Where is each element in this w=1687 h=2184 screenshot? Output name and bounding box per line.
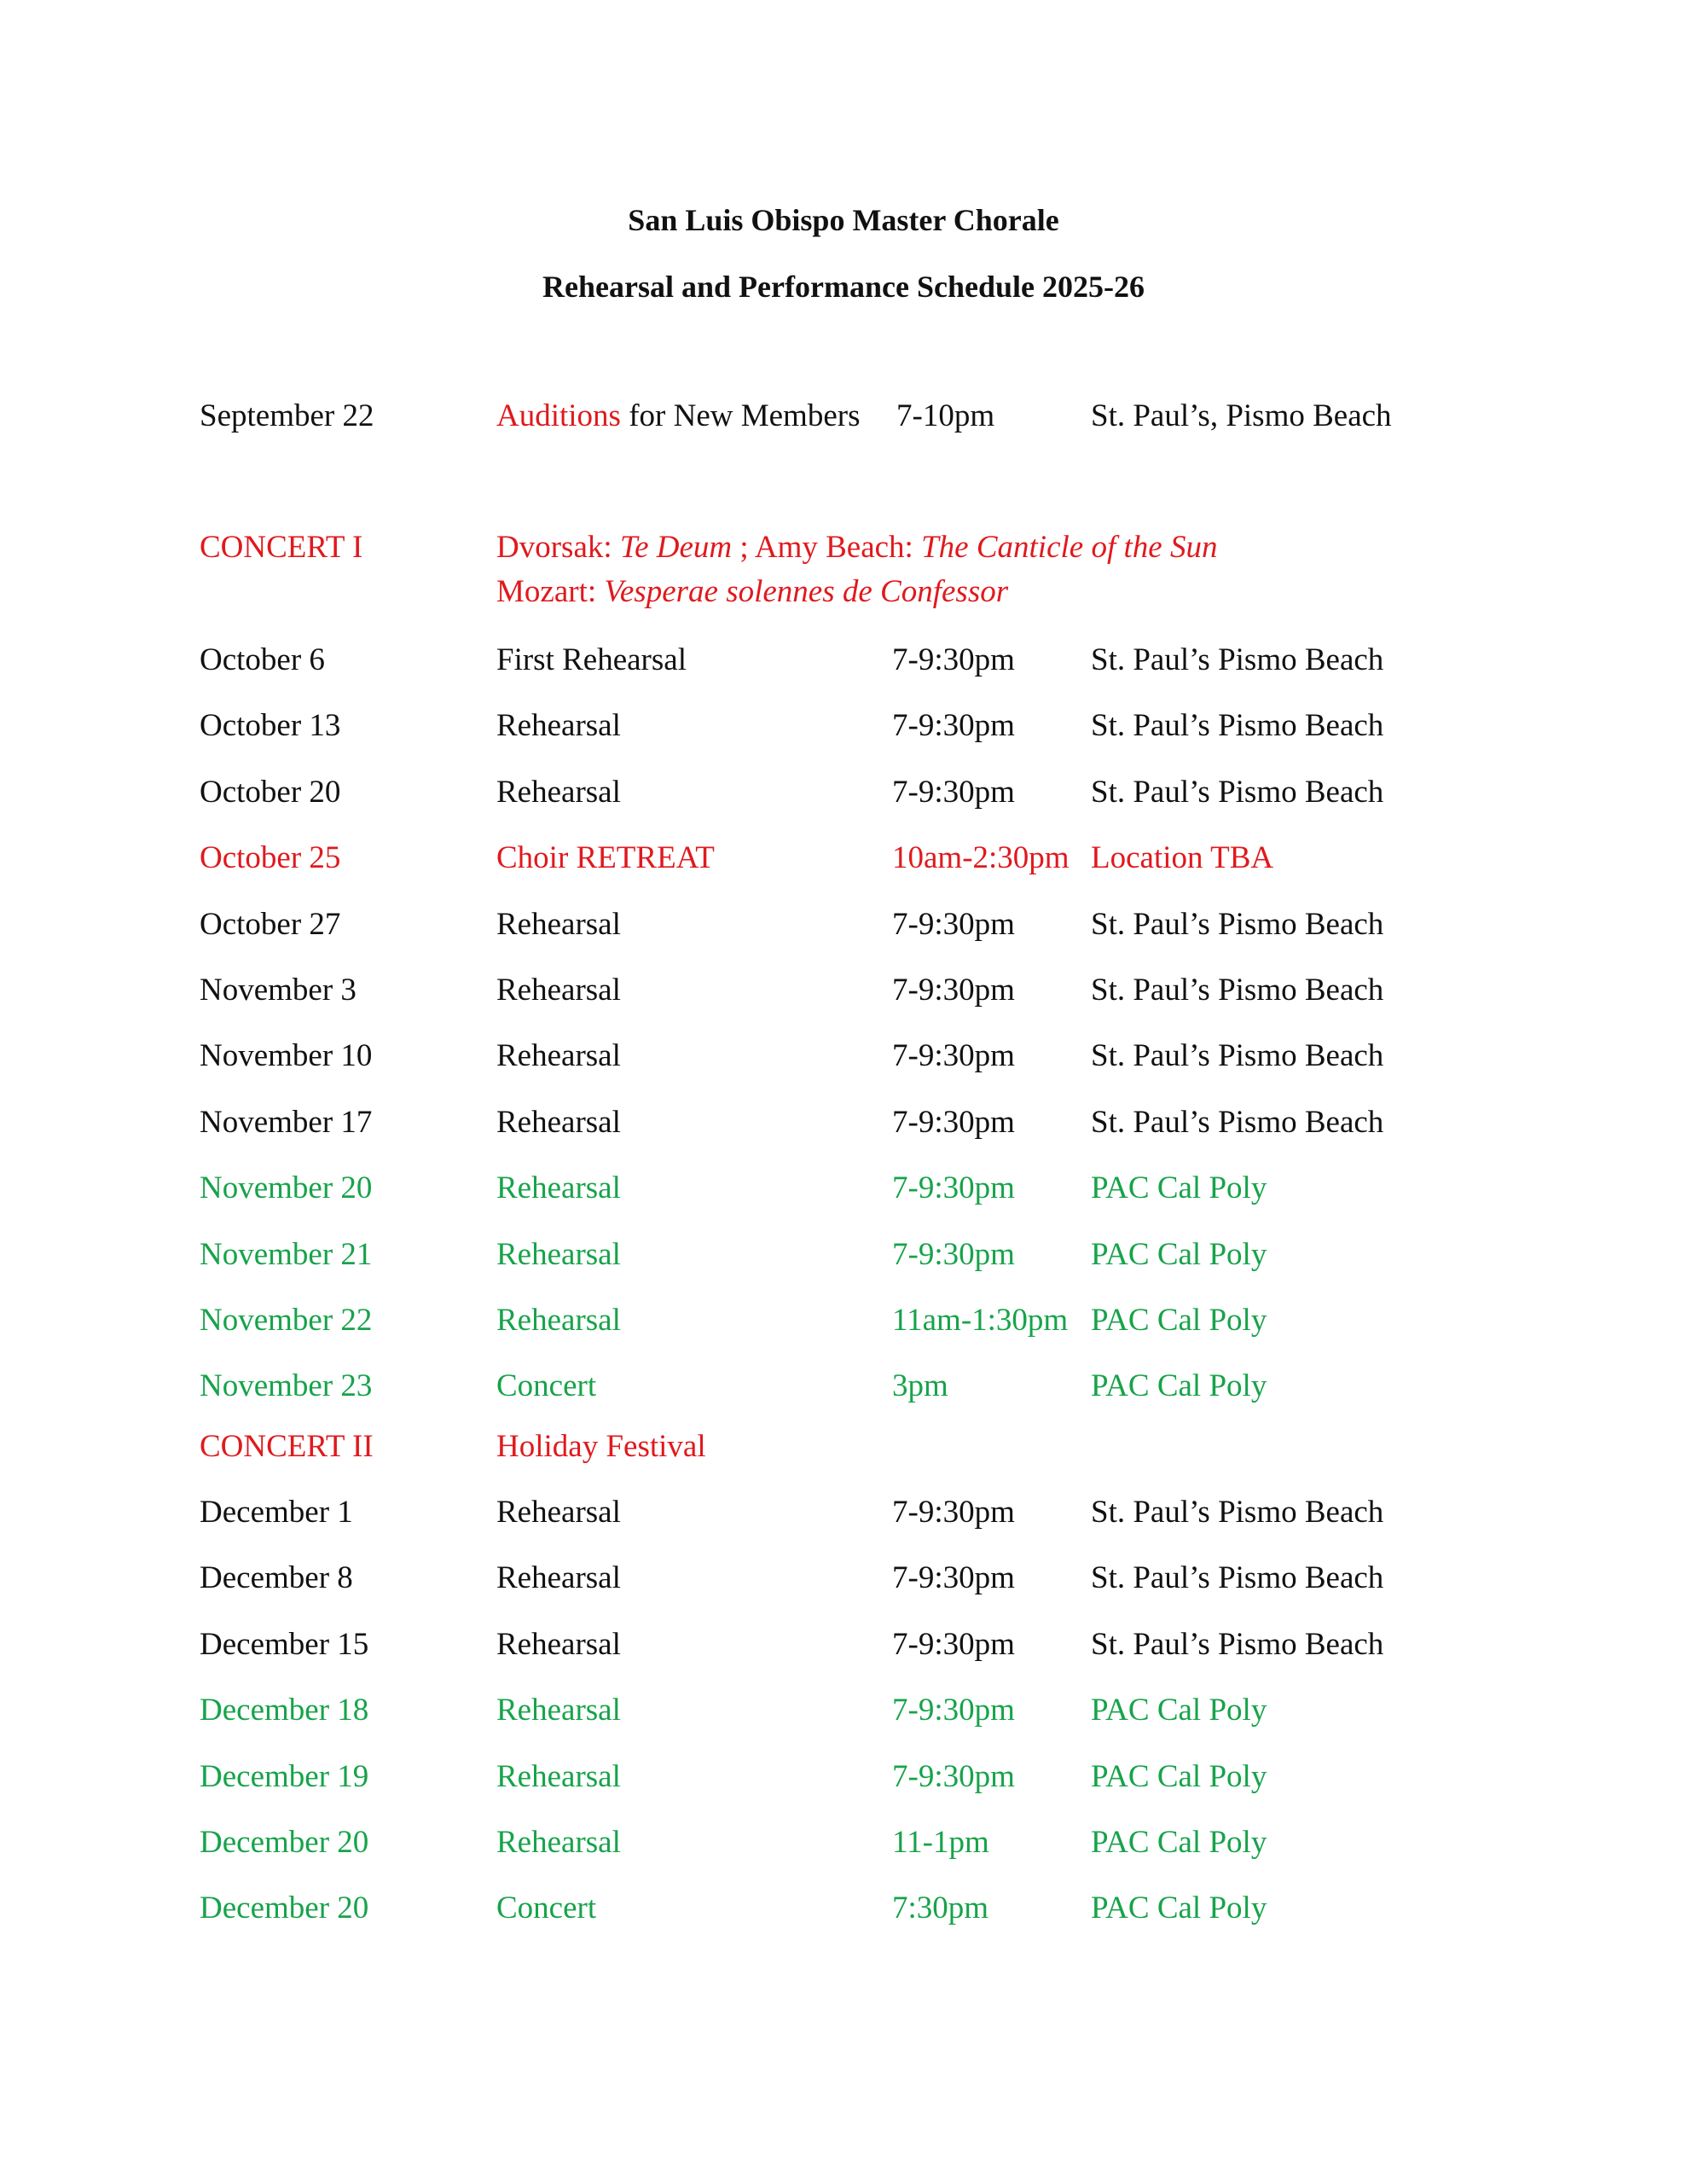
schedule-location: St. Paul’s Pismo Beach [1091, 1495, 1384, 1530]
audition-location: St. Paul’s, Pismo Beach [1091, 398, 1392, 433]
schedule-row [0, 1623, 1687, 1674]
schedule-row [0, 1755, 1687, 1806]
schedule-date: November 20 [200, 1170, 373, 1206]
concert1-label: CONCERT I [200, 530, 363, 565]
schedule-event: Rehearsal [496, 774, 621, 810]
schedule-time: 11-1pm [892, 1825, 989, 1860]
audition-event [496, 394, 860, 439]
schedule-location: St. Paul’s Pismo Beach [1091, 1560, 1384, 1596]
concert2-header [0, 1425, 1687, 1476]
audition-row [0, 394, 1687, 445]
schedule-date: November 10 [200, 1038, 373, 1074]
schedule-date: November 22 [200, 1303, 373, 1338]
schedule-time: 7-9:30pm [892, 774, 1015, 810]
schedule-time: 7-9:30pm [892, 1038, 1015, 1074]
schedule-event: Rehearsal [496, 1626, 621, 1662]
work-canticle: The Canticle of the Sun [921, 530, 1218, 565]
schedule-location: PAC Cal Poly [1091, 1693, 1267, 1728]
schedule-row [0, 770, 1687, 822]
audition-event-highlight: Auditions [496, 398, 621, 433]
schedule-time: 7-9:30pm [892, 906, 1015, 942]
schedule-row [0, 968, 1687, 1019]
schedule-date: November 23 [200, 1368, 373, 1404]
schedule-location: St. Paul’s Pismo Beach [1091, 708, 1384, 744]
schedule-row [0, 1821, 1687, 1872]
schedule-location: St. Paul’s Pismo Beach [1091, 973, 1384, 1008]
schedule-event: Concert [496, 1368, 597, 1404]
schedule-event: Rehearsal [496, 1170, 621, 1206]
schedule-location: St. Paul’s Pismo Beach [1091, 1038, 1384, 1074]
work-te-deum: Te Deum [619, 530, 733, 565]
schedule-event: Rehearsal [496, 1303, 621, 1338]
schedule-time: 3pm [892, 1368, 948, 1404]
schedule-location: PAC Cal Poly [1091, 1236, 1267, 1272]
schedule-row [0, 1101, 1687, 1152]
schedule-time: 7-9:30pm [892, 1560, 1015, 1596]
schedule-date: December 19 [200, 1758, 369, 1794]
schedule-event: Rehearsal [496, 1104, 621, 1140]
audition-date: September 22 [200, 398, 374, 433]
schedule-date: December 18 [200, 1693, 369, 1728]
schedule-location: PAC Cal Poly [1091, 1825, 1267, 1860]
schedule-time: 7-9:30pm [892, 642, 1015, 677]
schedule-event: Rehearsal [496, 1038, 621, 1074]
schedule-date: November 3 [200, 973, 357, 1008]
schedule-location: PAC Cal Poly [1091, 1891, 1267, 1926]
schedule-location: PAC Cal Poly [1091, 1758, 1267, 1794]
concert1-works-line1 [496, 526, 1217, 570]
schedule-time: 10am-2:30pm [892, 840, 1070, 876]
schedule-date: December 20 [200, 1891, 369, 1926]
schedule-event: Choir RETREAT [496, 840, 715, 876]
schedule-time: 7-9:30pm [892, 708, 1015, 744]
schedule-event: Concert [496, 1891, 597, 1926]
schedule-row [0, 1364, 1687, 1415]
schedule-date: October 13 [200, 708, 341, 744]
schedule-row [0, 1490, 1687, 1542]
schedule-time: 7-9:30pm [892, 1170, 1015, 1206]
schedule-date: December 20 [200, 1825, 369, 1860]
schedule-date: November 17 [200, 1104, 373, 1140]
schedule-row [0, 1886, 1687, 1937]
schedule-date: December 15 [200, 1626, 369, 1662]
schedule-time: 7-9:30pm [892, 1495, 1015, 1530]
schedule-time: 7-9:30pm [892, 1758, 1015, 1794]
schedule-time: 7:30pm [892, 1891, 989, 1926]
audition-event-rest: for New Members [620, 398, 861, 433]
concert2-title: Holiday Festival [496, 1429, 706, 1464]
composer-mozart: Mozart: [496, 574, 605, 609]
schedule-event: Rehearsal [496, 1758, 621, 1794]
composer-dvorak: Dvorsak: [496, 530, 620, 565]
schedule-time: 7-9:30pm [892, 1626, 1015, 1662]
schedule-date: December 8 [200, 1560, 353, 1596]
schedule-date: December 1 [200, 1495, 353, 1530]
schedule-row [0, 1298, 1687, 1350]
schedule-row [0, 1034, 1687, 1085]
schedule-location: Location TBA [1091, 840, 1274, 876]
schedule-location: St. Paul’s Pismo Beach [1091, 1626, 1384, 1662]
schedule-row [0, 1556, 1687, 1607]
concert1-works [496, 526, 1217, 614]
schedule-location: St. Paul’s Pismo Beach [1091, 1104, 1384, 1140]
schedule-event: Rehearsal [496, 1825, 621, 1860]
schedule-location: St. Paul’s Pismo Beach [1091, 774, 1384, 810]
schedule-row [0, 836, 1687, 887]
schedule-location: PAC Cal Poly [1091, 1170, 1267, 1206]
schedule-event: Rehearsal [496, 1560, 621, 1596]
schedule-event: Rehearsal [496, 973, 621, 1008]
schedule-date: November 21 [200, 1236, 373, 1272]
page-title: San Luis Obispo Master Chorale [628, 203, 1059, 237]
schedule-row [0, 903, 1687, 954]
schedule-event: Rehearsal [496, 708, 621, 744]
schedule-event: Rehearsal [496, 1693, 621, 1728]
schedule-row [0, 1233, 1687, 1284]
schedule-location: St. Paul’s Pismo Beach [1091, 906, 1384, 942]
schedule-time: 7-9:30pm [892, 973, 1015, 1008]
schedule-date: October 6 [200, 642, 325, 677]
schedule-date: October 20 [200, 774, 341, 810]
schedule-row [0, 1166, 1687, 1217]
schedule-time: 7-9:30pm [892, 1236, 1015, 1272]
schedule-time: 11am-1:30pm [892, 1303, 1069, 1338]
schedule-event: Rehearsal [496, 1495, 621, 1530]
schedule-row [0, 704, 1687, 755]
schedule-event: Rehearsal [496, 1236, 621, 1272]
schedule-event: Rehearsal [496, 906, 621, 942]
schedule-date: October 25 [200, 840, 341, 876]
work-vesperae: Vesperae solennes de Confessor [604, 574, 1009, 609]
schedule-location: PAC Cal Poly [1091, 1303, 1267, 1338]
schedule-location: St. Paul’s Pismo Beach [1091, 642, 1384, 677]
schedule-date: October 27 [200, 906, 341, 942]
composer-beach: ; Amy Beach: [732, 530, 922, 565]
concert2-label: CONCERT II [200, 1429, 374, 1464]
audition-time: 7-10pm [896, 398, 995, 433]
page-subtitle: Rehearsal and Performance Schedule 2025-26 [542, 270, 1145, 304]
schedule-row [0, 638, 1687, 689]
schedule-time: 7-9:30pm [892, 1104, 1015, 1140]
schedule-event: First Rehearsal [496, 642, 687, 677]
schedule-location: PAC Cal Poly [1091, 1368, 1267, 1404]
schedule-time: 7-9:30pm [892, 1693, 1015, 1728]
schedule-row [0, 1688, 1687, 1740]
concert1-works-line2 [496, 570, 1217, 614]
